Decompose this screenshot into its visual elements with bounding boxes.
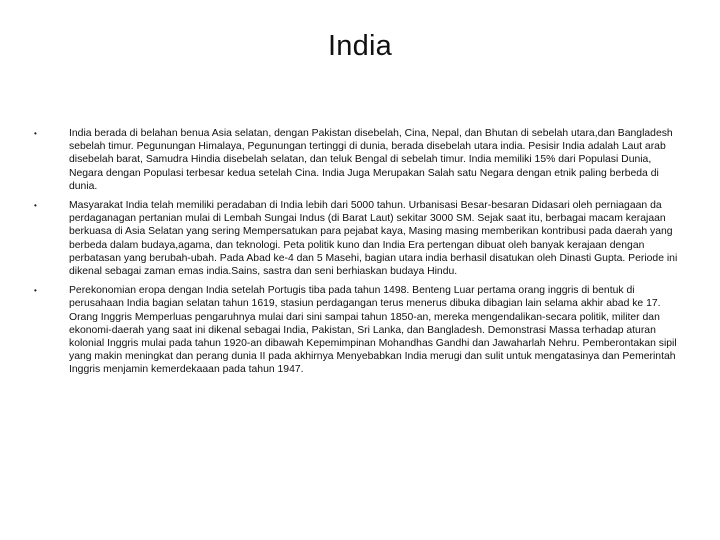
bullet-item	[34, 127, 682, 193]
bullet-text: Perekonomian eropa dengan India setelah Portugis tiba pada tahun 1498. Benteng Luar pertama orang inggris di bentuk di perusahaan India bagian selatan tahun 1619, stasiun perdagangan terus menerus dibuka dibagian lain selama akhir abad ke 17. Orang Inggris Memperluas pengaruhnya mulai dari sini sampai tahun 1850-an, mereka mengendalikan-secara politik, militer dan ekonomi-daerah yang saat ini dikenal sebagai India, Pakistan, Sri Lanka, dan Bangladesh. Demonstrasi Massa terhadap aturan kolonial Inggris mulai pada tahun 1920-an dibawah Kepemimpinan Mohandhas Gandhi dan Jawaharlah Nehru. Pemberontakan sipil yang makin meningkat dan perang dunia II pada akhirnya Menyebabkan India merugi dan sulit untuk mengatasinya dan Pemerintah Inggris menjamin kemerdekaaan pada tahun 1947.	[69, 285, 677, 376]
bullet-item	[34, 284, 682, 376]
bullet-list	[34, 127, 682, 383]
bullet-item	[34, 199, 682, 278]
bullet-glyph: •	[34, 129, 37, 138]
bullet-text: Masyarakat India telah memiliki peradaban di India lebih dari 5000 tahun. Urbanisasi Besar-besaran Didasari oleh perniagaan da perdaganagan pertanian mulai di Lembah Sungai Indus (di Barat Laut) sekitar 3000 SM. Sejak saat itu, berbagai macam kerajaan berkuasa di Asia Selatan yang sering Mempersatukan para pejabat kaya, Masing masing memberikan kontribusi pada daerah yang berbeda dalam budaya,agama, dan teknologi. Peta politik kuno dan India Era pertengan dibuat oleh banyak kerajaan dengan perbatasan yang berubah-ubah. Pada Abad ke-4 dan 5 Masehi, bagian utara india berhasil disatukan oleh Dinasti Gupta. Periode ini dikenal sebagai zaman emas india.Sains, sastra dan seni berhiaskan budaya Hindu.	[69, 200, 678, 278]
bullet-text: India berada di belahan benua Asia selatan, dengan Pakistan disebelah, Cina, Nepal, dan Bhutan di sebelah utara,dan Bangladesh sebelah timur. Pegunungan Himalaya, Pegunungan tertinggi di dunia, berada disebelah utara india. Pesisir India adalah Laut arab disebelah barat, Samudra Hindia disebelah selatan, dan teluk Bengal di sebelah timur. India memiliki 15% dari Populasi Dunia, Negara dengan Populasi terbesar kedua setelah Cina. India Juga Merupakan Salah satu Negara dengan etnik paling berbeda di dunia.	[69, 128, 673, 192]
bullet-glyph: •	[34, 201, 37, 211]
slide-title: India	[328, 30, 392, 62]
bullet-glyph: •	[34, 286, 37, 296]
